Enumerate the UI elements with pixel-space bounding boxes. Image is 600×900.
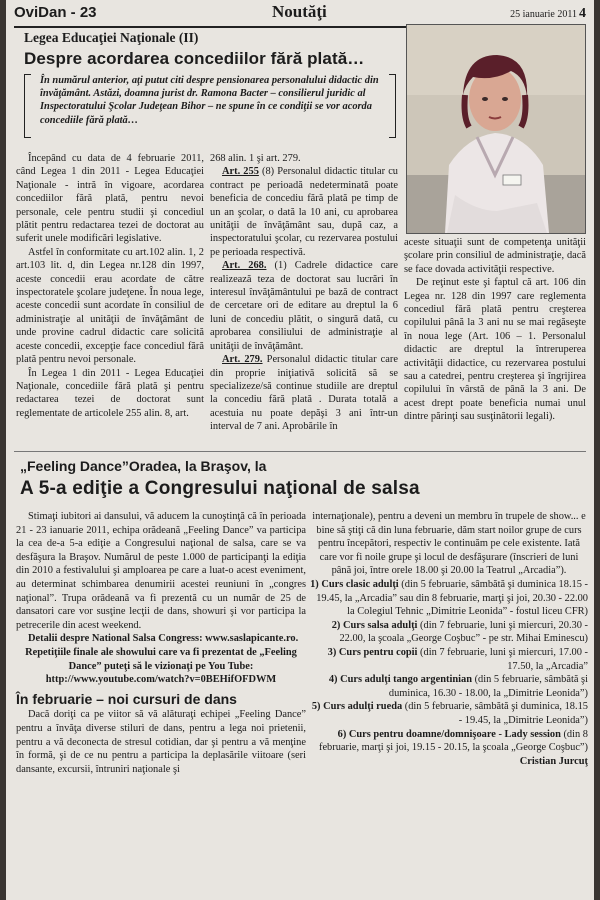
course-details: (din 5 februarie, sâmbătă şi duminica, 16.30 - 18.00, la „Dimitrie Leonida”) — [388, 674, 588, 699]
paragraph-art-268 — [210, 259, 398, 353]
details-label: Detalii despre National Salsa Congress: — [28, 633, 203, 645]
course-item — [310, 619, 588, 646]
article2-title: A 5-a ediţie a Congresului naţional de salsa — [20, 478, 420, 499]
article-text: (8) Personalul didactic titular cu contract pe perioadă nedeterminată poate beneficia de concediu fără plată pe timp de un an şcolar, o dată la 10 ani, cu aprobarea unităţii de învăţământ sau, după caz, a inspectoratului şcolar, cu rezervarea postului pe perioada respectivă. — [210, 166, 398, 258]
publication-name: OviDan - 23 — [14, 4, 97, 21]
article1-column-1 — [16, 152, 204, 420]
paragraph-details — [16, 632, 306, 646]
course-details: (din 7 februarie, luni şi miercuri, 17.00 - 17.50, la „Arcadia” — [417, 646, 588, 672]
portrait-photo — [406, 24, 586, 234]
course-item — [310, 646, 588, 673]
article1-title: Despre acordarea concediilor fără plată… — [24, 49, 365, 68]
paragraph: Dacă doriţi ca pe viitor să vă alăturaţi echipei „Feeling Dance” pentru a învăţa diverse stiluri de dans, pentru a lega noi prietenii, pentru a vă deconecta de stresul cotidian, dar şi pentru a vă menţine în formă, şi de ce nu pentru a participa la deplasările viitoare (seri dansante, excursii, întruniri naţionale şi — [16, 709, 306, 775]
course-details: (din 8 februarie, marţi şi joi, 19.15 - 20.15, la şcoala „George Coşbuc”) — [318, 728, 588, 754]
paragraph: 268 alin. 1 şi art. 279. — [210, 153, 301, 164]
course-name: 1) Curs clasic adulţi — [310, 578, 399, 590]
paragraph: aceste situaţii sunt de competenţa unităţii şcolare prin consiliul de administraţie, dacă se face dovada activităţii respective. — [404, 237, 586, 275]
article-divider — [14, 451, 586, 452]
article1-column-3 — [404, 236, 586, 424]
article1-intro — [18, 72, 394, 140]
course-name: 3) Curs pentru copii — [327, 646, 418, 658]
paragraph: În Legea 1 din 2011 - Legea Educaţiei Naţionale, concediile fără plată şi pentru redactarea tezei de doctorat sunt reglementate de articolele 255 alin. 8, art. — [16, 367, 204, 419]
article-text: (1) Cadrele didactice care realizează teza de doctorat sau lucrări în interesul învăţământului pe bază de contract de cercetare ori de editare au dreptul la 6 luni de concediu plătit, o singură dată, cu aprobarea consiliului de administraţie al unităţii de învăţământ. — [210, 260, 398, 352]
portrait-illustration — [407, 25, 585, 233]
paragraph: De reţinut este şi faptul că art. 106 din Legea nr. 128 din 1997 care reglementa concediul fără plată pentru creşterea copilului până la 3 ani nu se mai regăseşte în noua lege (Art. 106 – 1. Personalul didactic are dreptul la întreruperea activităţii didactice, cu rezervarea postului sau a catedrei, pentru creşterea şi îngrijirea copilului în vârstă de până la 3 ani. De acest drept poate beneficia numai unul dintre părinţi sau susţinătorii legali). — [404, 277, 586, 423]
article1-column-2 — [210, 152, 398, 434]
paragraph: internaţionale), pentru a deveni un membru în trupele de show... e bine să ştiţi că din luna februarie, dăm start noilor grupe de curs pentru începători, respectiv le continuăm pe cele existente. Iată care vor fi noile grupe şi locul de desfăşurare (înscrieri de luni până joi, între orele 18.00 şi 20.00 la Teatrul „Arcadia”). — [312, 511, 586, 577]
issue-date-page — [510, 6, 586, 22]
course-item — [310, 578, 588, 619]
paragraph-art-279 — [210, 353, 398, 433]
article-ref: Art. 255 — [222, 166, 259, 178]
course-name: 4) Curs adulţi tango argentinian — [328, 674, 472, 686]
details-url: www.saslapicante.ro. — [205, 633, 299, 645]
article1-supertitle: Legea Educaţiei Naţionale (II) — [24, 30, 199, 45]
course-details: (din 7 februarie, luni şi miercuri, 20.30 - 22.00, la şcoala „George Coşbuc” - pe str. Mihai Eminescu) — [339, 619, 588, 645]
newspaper-page — [6, 0, 594, 900]
course-details: (din 5 februarie, sâmbătă şi duminica 18.15 - 19.45, la „Arcadia” sau din 8 februarie, marţi şi joi, 20.30 - 22.00 la Colegiul Tehnic „Dimitrie Leonida” - fostul liceu CFR) — [316, 578, 588, 618]
paragraph: Începând cu data de 4 februarie 2011, când Legea 1 din 2011 - Legea Educaţiei Naţionale - intră în vigoare, acordarea concediilor fără plată, pentru nevoi personale, cele pentru studii şi concediul plătit pentru redactarea tezei de doctorat au suferit unele modificări legislative. — [16, 153, 204, 245]
paragraph-art-255 — [210, 165, 398, 259]
issue-date: 25 ianuarie 2011 — [510, 9, 577, 20]
course-item — [310, 728, 588, 755]
course-name: 6) Curs pentru doamne/domnişoare - Lady session — [337, 728, 561, 740]
intro-text: În numărul anterior, aţi putut citi despre pensionarea personalului didactic din învăţământ. Astăzi, doamna jurist dr. Ramona Bacter – consilierul juridic al Inspectoratului Şcolar Judeţean Bihor – ne spune în ce condiţii se vor acorda concediile fără plată… — [40, 75, 379, 126]
bracket-right — [389, 74, 396, 138]
article2-subhead: În februarie – noi cursuri de dans — [16, 690, 237, 707]
article-ref: Art. 268. — [222, 260, 267, 272]
section-title: Noutăţi — [272, 2, 327, 21]
article2-column-1 — [16, 510, 306, 776]
course-item — [310, 700, 588, 727]
course-name: 2) Curs salsa adulţi — [331, 619, 418, 631]
course-details: (din 5 februarie, sâmbătă şi duminica, 18.15 - 19.45, la „Dimitrie Leonida”) — [402, 701, 588, 726]
paragraph-rehearsal: Repetiţiile finale ale showului care va fi prezentat de „Feeling Dance” puteţi să le vizionaţi pe You Tube: http://www.youtube.com/watch?v=0BEHifOFDWM — [25, 646, 297, 686]
paragraph: Astfel în conformitate cu art.102 alin. 1, 2 art.103 lit. d, din Legea nr.128 din 1997, aceste concedii erau acordate de către inspectoratele şcolare judeţene. În noua lege, aceste concedii sunt acordate în consiliul de administraţie al unităţii de învăţământ de unde provine cadrul didactic care solicită aceste concedii, excepţie face concediul fără plată pentru nevoi personale. — [16, 246, 204, 366]
article2-supertitle: „Feeling Dance”Oradea, la Braşov, la — [20, 458, 267, 474]
page-number: 4 — [579, 6, 586, 21]
article-text: Personalul didactic titular care din proprie iniţiativă solicită să se specializeze/să continue studiile are dreptul la concediu fără plată . Durata totală a acestuia nu poate depăşi 3 ani într-un interval de 7 ani. Aprobările în — [210, 354, 398, 433]
course-item — [310, 673, 588, 700]
paragraph: Stimaţi iubitori ai dansului, vă aducem la cunoştinţă că în perioada 21 - 23 ianuarie 2011, echipa orădeană „Feeling Dance” va participa la cea de-a 5-a ediţie a Congresului naţional de salsa, care se va desfăşura la Braşov. Numărul de peste 1.000 de participanţi la ediţia din 2010 a festivalului şi amploarea pe care a luat-o acest eveniment, au determinat schimbarea denumirii acestei reuniuni în „congres naţional”. Trupa orădeană va fi prezentă cu un număr de 25 de dansatori care vor susţine lecţii de dans, showuri şi vor participa la petrecerile din acest weekend. — [16, 511, 306, 631]
bracket-left — [24, 74, 31, 138]
course-name: 5) Curs adulţi rueda — [311, 701, 403, 713]
article2-author: Cristian Jurcuţ — [519, 755, 588, 767]
article-ref: Art. 279. — [222, 354, 263, 366]
article2-column-2 — [310, 510, 588, 768]
